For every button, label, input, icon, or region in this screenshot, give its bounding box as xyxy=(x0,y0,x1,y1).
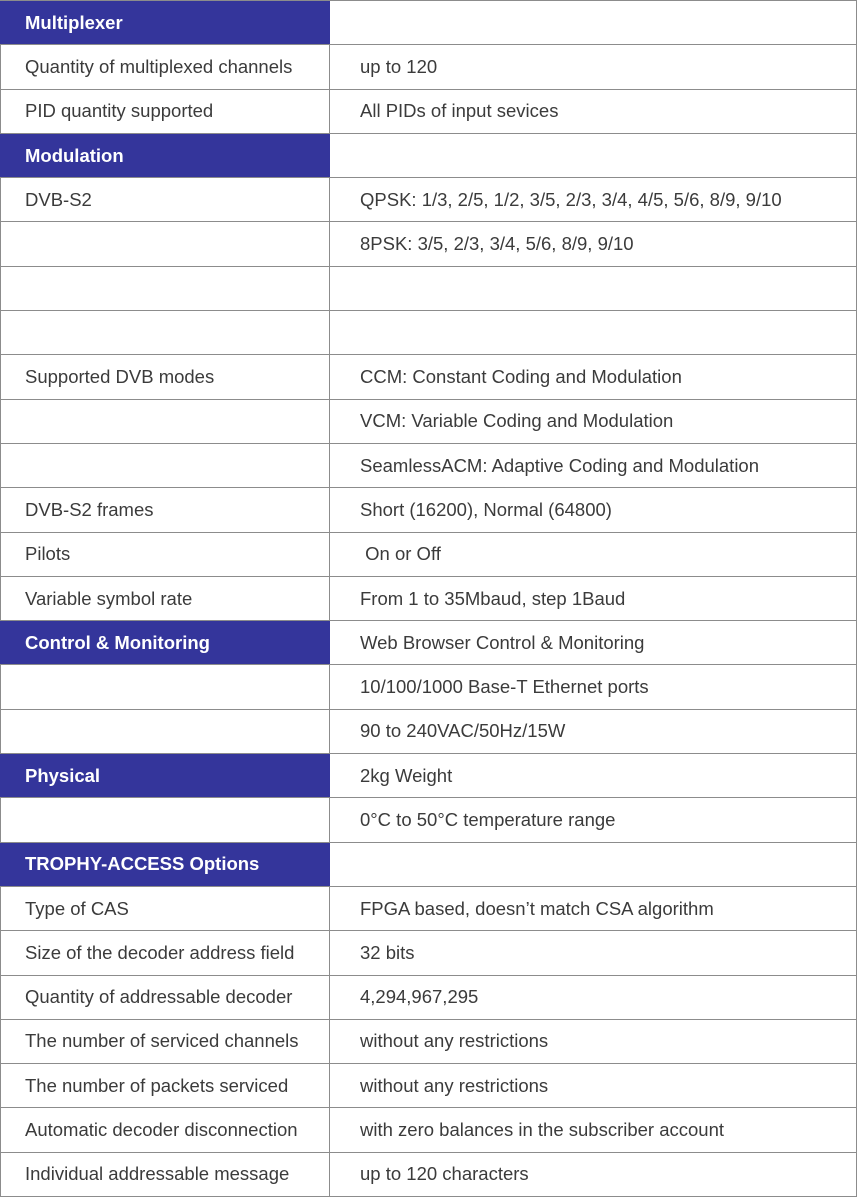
spec-label: Type of CAS xyxy=(0,887,330,930)
spec-label xyxy=(0,311,330,354)
spec-row xyxy=(0,400,857,444)
spec-label: Size of the decoder address field xyxy=(0,931,330,974)
spec-value: CCM: Constant Coding and Modulation xyxy=(330,355,857,398)
section-header-multiplexer: Multiplexer xyxy=(0,1,330,44)
spec-value: From 1 to 35Mbaud, step 1Baud xyxy=(330,577,857,620)
spec-label: Supported DVB modes xyxy=(0,355,330,398)
section-header-row xyxy=(0,134,857,178)
spec-label: Automatic decoder disconnection xyxy=(0,1108,330,1151)
spec-label xyxy=(0,267,330,310)
section-header-row xyxy=(0,843,857,887)
spec-row xyxy=(0,1153,857,1197)
spec-value: QPSK: 1/3, 2/5, 1/2, 3/5, 2/3, 3/4, 4/5, 5/6, 8/9, 9/10 xyxy=(330,178,857,221)
spec-value: FPGA based, doesn’t match CSA algorithm xyxy=(330,887,857,930)
section-header-trophy-access-options: TROPHY-ACCESS Options xyxy=(0,843,330,886)
spec-row xyxy=(0,222,857,266)
spec-row xyxy=(0,178,857,222)
spec-label: The number of packets serviced xyxy=(0,1064,330,1107)
section-header-value xyxy=(330,843,857,886)
spec-value: 0°C to 50°C temperature range xyxy=(330,798,857,841)
section-header-modulation: Modulation xyxy=(0,134,330,177)
spec-label xyxy=(0,444,330,487)
spec-label: The number of serviced channels xyxy=(0,1020,330,1063)
spec-label: Pilots xyxy=(0,533,330,576)
spec-label xyxy=(0,400,330,443)
spec-value: Short (16200), Normal (64800) xyxy=(330,488,857,531)
spec-value: 90 to 240VAC/50Hz/15W xyxy=(330,710,857,753)
spec-row xyxy=(0,931,857,975)
spec-value: 32 bits xyxy=(330,931,857,974)
spec-label: Variable symbol rate xyxy=(0,577,330,620)
spec-label xyxy=(0,665,330,708)
spec-value: 10/100/1000 Base-T Ethernet ports xyxy=(330,665,857,708)
section-header-physical: Physical xyxy=(0,754,330,797)
spec-value: 8PSK: 3/5, 2/3, 3/4, 5/6, 8/9, 9/10 xyxy=(330,222,857,265)
spec-row xyxy=(0,710,857,754)
spec-value: without any restrictions xyxy=(330,1020,857,1063)
spec-value: up to 120 xyxy=(330,45,857,88)
section-header-value xyxy=(330,134,857,177)
spec-value: SeamlessACM: Adaptive Coding and Modulation xyxy=(330,444,857,487)
spec-value xyxy=(330,311,857,354)
spec-value: All PIDs of input sevices xyxy=(330,90,857,133)
spec-row xyxy=(0,45,857,89)
section-header-value xyxy=(330,1,857,44)
spec-label: PID quantity supported xyxy=(0,90,330,133)
spec-row xyxy=(0,887,857,931)
section-header-control-monitoring: Control & Monitoring xyxy=(0,621,330,664)
spec-label: DVB-S2 xyxy=(0,178,330,221)
section-header-value: 2kg Weight xyxy=(330,754,857,797)
section-header-value: Web Browser Control & Monitoring xyxy=(330,621,857,664)
spec-label xyxy=(0,710,330,753)
section-header-row xyxy=(0,1,857,45)
spec-row xyxy=(0,976,857,1020)
spec-value: On or Off xyxy=(330,533,857,576)
spec-value: up to 120 characters xyxy=(330,1153,857,1196)
spec-value: 4,294,967,295 xyxy=(330,976,857,1019)
spec-row xyxy=(0,533,857,577)
spec-row xyxy=(0,798,857,842)
spec-label: DVB-S2 frames xyxy=(0,488,330,531)
spec-label: Individual addressable message xyxy=(0,1153,330,1196)
section-header-row xyxy=(0,754,857,798)
spec-row xyxy=(0,90,857,134)
spec-label xyxy=(0,222,330,265)
spec-row xyxy=(0,1020,857,1064)
spec-row xyxy=(0,1064,857,1108)
spec-row xyxy=(0,488,857,532)
spec-row xyxy=(0,577,857,621)
spec-value: VCM: Variable Coding and Modulation xyxy=(330,400,857,443)
spec-row-empty xyxy=(0,311,857,355)
spec-row-empty xyxy=(0,267,857,311)
spec-value: without any restrictions xyxy=(330,1064,857,1107)
spec-value: with zero balances in the subscriber account xyxy=(330,1108,857,1151)
spec-label: Quantity of addressable decoder xyxy=(0,976,330,1019)
spec-row xyxy=(0,1108,857,1152)
spec-label: Quantity of multiplexed channels xyxy=(0,45,330,88)
section-header-row xyxy=(0,621,857,665)
spec-row xyxy=(0,665,857,709)
spec-row xyxy=(0,444,857,488)
spec-label xyxy=(0,798,330,841)
spec-value xyxy=(330,267,857,310)
spec-row xyxy=(0,355,857,399)
